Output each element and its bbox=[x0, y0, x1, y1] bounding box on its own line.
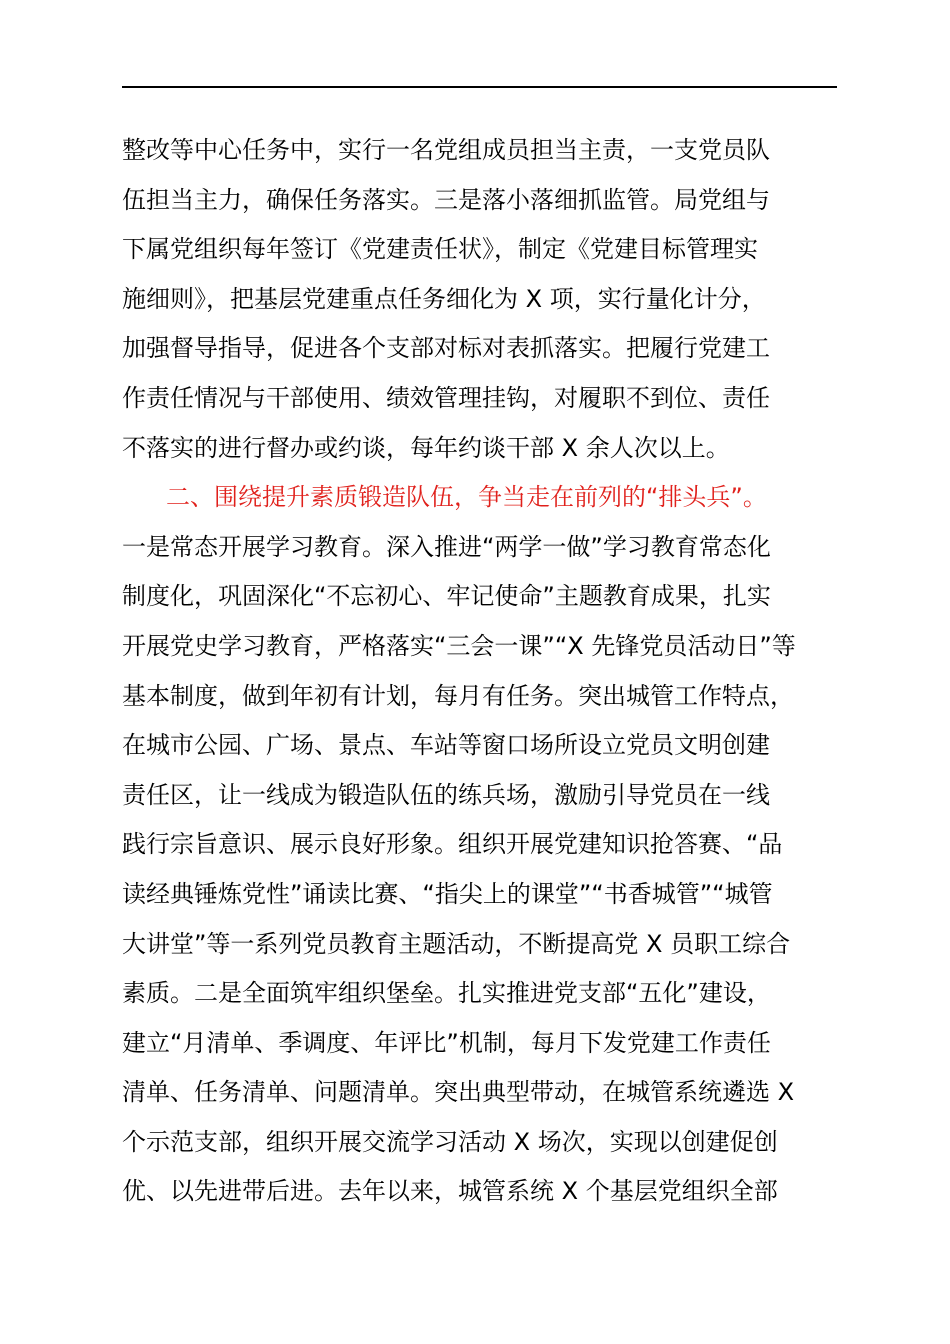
text-line: 个示范支部，组织开展交流学习活动 X 场次，实现以创建促创 bbox=[122, 1127, 778, 1156]
body-text bbox=[122, 126, 862, 1217]
text-line: 优、以先进带后进。去年以来，城管系统 X 个基层党组织全部 bbox=[122, 1177, 778, 1206]
text-line: 素质。二是全面筑牢组织堡垒。扎实推进党支部“五化”建设， bbox=[122, 979, 771, 1008]
text-line: 读经典锤炼党性”诵读比赛、“指尖上的课堂”“书香城管”“城管 bbox=[122, 879, 773, 908]
text-line: 施细则》，把基层党建重点任务细化为 X 项，实行量化计分， bbox=[122, 284, 766, 313]
text-line: 清单、任务清单、问题清单。突出典型带动，在城管系统遴选 X bbox=[122, 1078, 795, 1107]
text-line: 整改等中心任务中，实行一名党组成员担当主责，一支党员队 bbox=[122, 136, 770, 164]
text-line: 开展党史学习教育，严格落实“三会一课”“X 先锋党员活动日”等 bbox=[122, 631, 796, 660]
text-line: 基本制度，做到年初有计划，每月有任务。突出城管工作特点， bbox=[122, 681, 794, 710]
text-line: 不落实的进行督办或约谈，每年约谈干部 X 余人次以上。 bbox=[122, 433, 730, 462]
text-line: 责任区，让一线成为锻造队伍的练兵场，激励引导党员在一线 bbox=[122, 780, 770, 809]
text-line: 加强督导指导，促进各个支部对标对表抓落实。把履行党建工 bbox=[122, 334, 770, 363]
text-line: 大讲堂”等一系列党员教育主题活动，不断提高党 X 员职工综合 bbox=[122, 929, 791, 958]
section-heading: 二、围绕提升素质锻造队伍，争当走在前列的“排头兵”。 bbox=[166, 483, 767, 512]
text-line: 伍担当主力，确保任务落实。三是落小落细抓监管。局党组与 bbox=[122, 185, 770, 214]
text-line: 践行宗旨意识、展示良好形象。组织开展党建知识抢答赛、“品 bbox=[122, 830, 783, 859]
text-line: 作责任情况与干部使用、绩效管理挂钩，对履职不到位、责任 bbox=[122, 383, 770, 412]
text-line: 制度化，巩固深化“不忘初心、牢记使命”主题教育成果，扎实 bbox=[122, 582, 771, 611]
text-line: 一是常态开展学习教育。深入推进“两学一做”学习教育常态化 bbox=[122, 532, 771, 561]
text-line: 下属党组织每年签订《党建责任状》，制定《党建目标管理实 bbox=[122, 235, 758, 264]
text-line: 在城市公园、广场、景点、车站等窗口场所设立党员文明创建 bbox=[122, 731, 770, 760]
text-line: 建立“月清单、季调度、年评比”机制，每月下发党建工作责任 bbox=[122, 1028, 771, 1057]
header-rule bbox=[122, 86, 837, 88]
